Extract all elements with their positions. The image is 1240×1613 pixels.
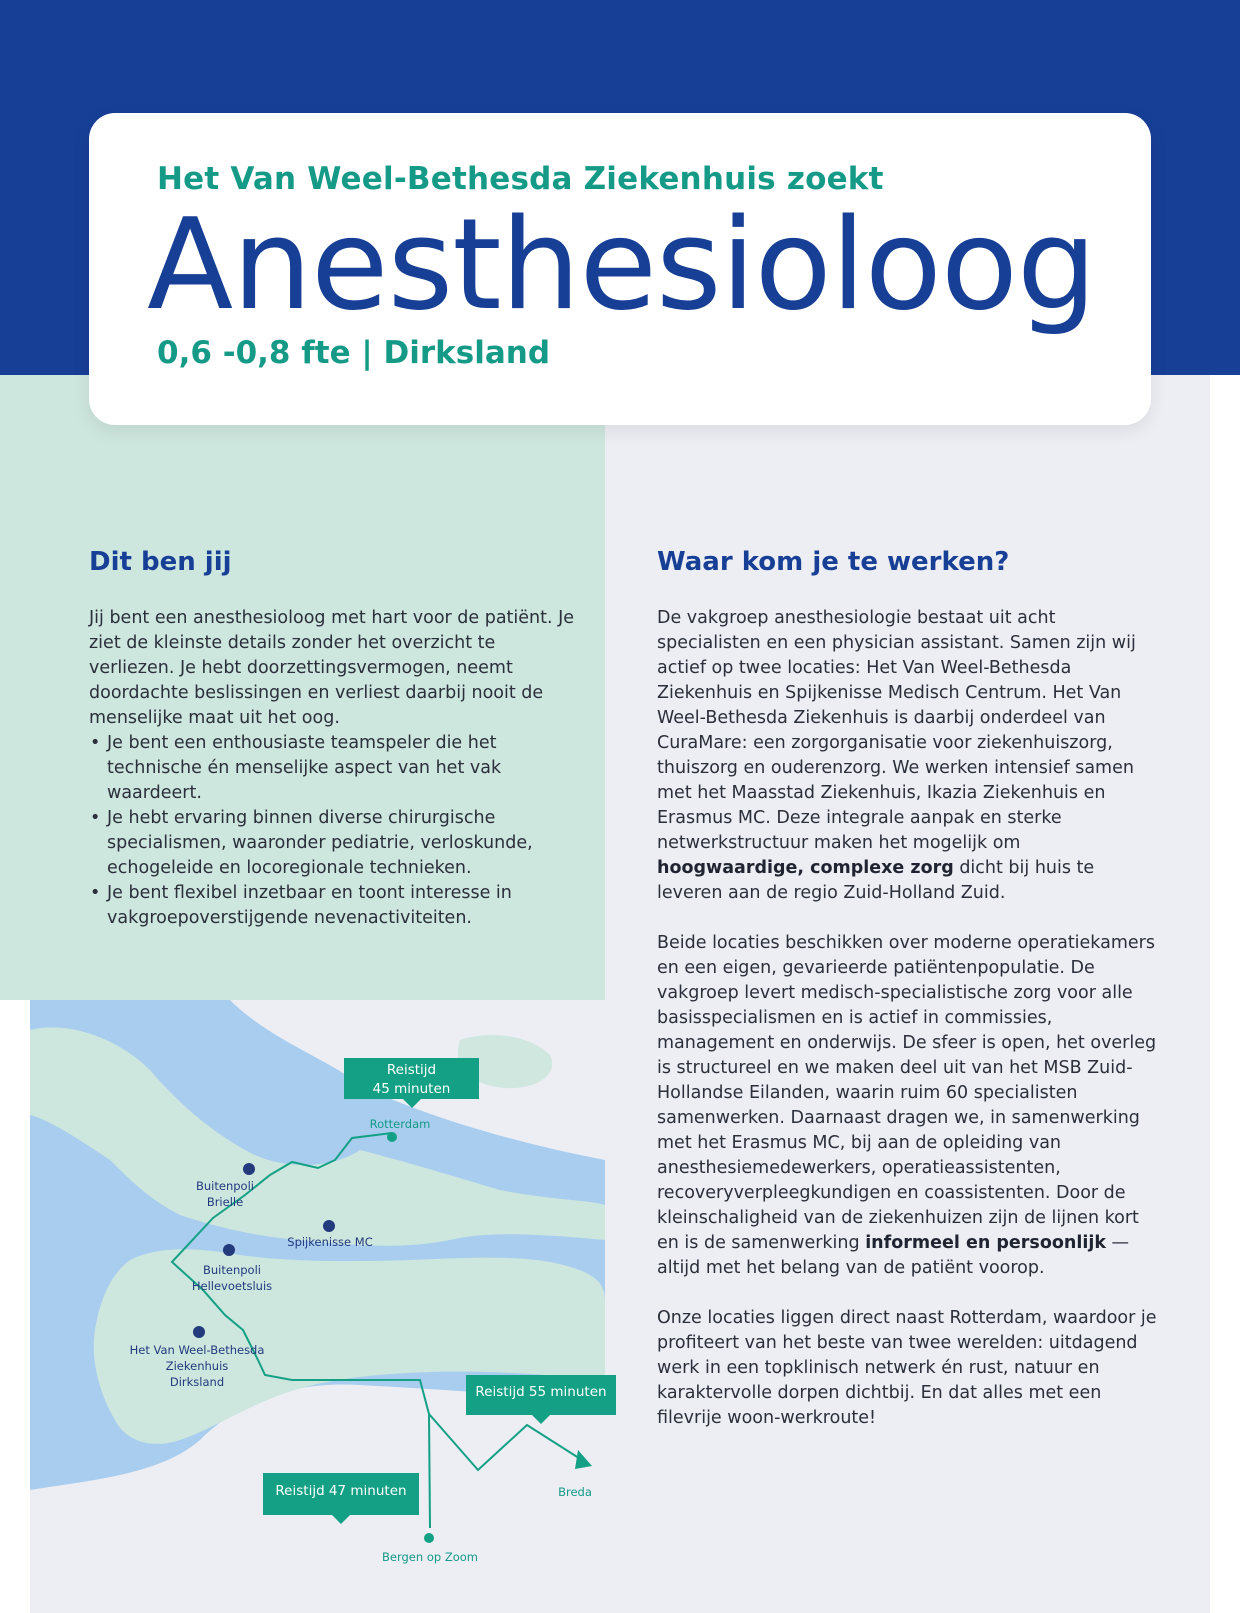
route-bergen	[429, 1414, 430, 1528]
label-hellevoetsluis-line1: Buitenpoli	[203, 1263, 261, 1277]
region-map	[30, 1000, 605, 1613]
paragraph-2-text-a: Beide locaties beschikken over moderne operatiekamers en een eigen, gevarieerde patiëntenpopulatie. De vakgroep levert medisch-specialistische zorg voor alle basisspecialismen en is actief in commissies, management en onderwijs. De sfeer is open, het overleg is structureel en we maken deel uit van het MSB Zuid-Hollandse Eilanden, waarin ruim 60 specialisten samenwerken. Daarnaast dragen we, in samenwerking met het Erasmus MC, bij aan de opleiding van anesthesiemedewerkers, operatieassistenten, recoveryverpleegkundigen en coassistenten. Door de kleinschaligheid van de ziekenhuizen zijn de lijnen kort en is de samenwerking	[657, 933, 1157, 1253]
paragraph-2-text-b: — altijd met het belang van de patiënt voorop.	[657, 1233, 1130, 1278]
list-item: • Je hebt ervaring binnen diverse chirurgische specialismen, waaronder pediatrie, verloskunde, echogeleide en locoregionale technieken.	[89, 806, 579, 881]
badge-breda: Reistijd 55 minuten	[466, 1375, 616, 1415]
paragraph-2	[657, 931, 1157, 1281]
dot-spijkenisse	[323, 1220, 335, 1232]
label-spijkenisse: Spijkenisse MC	[287, 1235, 373, 1249]
section-waar-werken	[657, 606, 1157, 1456]
paragraph-1-text-a: De vakgroep anesthesiologie bestaat uit acht specialisten en een physician assistant. Samen zijn wij actief op twee locaties: Het Van Weel-Bethesda Ziekenhuis en Spijkenisse Medisch Centrum. Het Van Weel-Bethesda Ziekenhuis is daarbij onderdeel van CuraMare: een zorgorganisatie voor ziekenhuiszorg, thuiszorg en ouderenzorg. We werken intensief samen met het Maasstad Ziekenhuis, Ikazia Ziekenhuis en Erasmus MC. Deze integrale aanpak en sterke netwerkstructuur maken het mogelijk om	[657, 608, 1136, 853]
badge-rotterdam	[344, 1058, 479, 1099]
label-dirksland-line3: Dirksland	[169, 1375, 225, 1389]
section-dit-ben-jij	[89, 606, 579, 931]
paragraph-1-emphasis: hoogwaardige, complexe zorg	[657, 858, 954, 878]
dot-brielle	[243, 1163, 255, 1175]
label-dirksland-line1: Het Van Weel-Bethesda	[129, 1343, 265, 1357]
badge-rotterdam-line1: Reistijd	[386, 1062, 437, 1078]
paragraph-1-text-b: dicht bij huis te leveren aan de regio Zuid-Holland Zuid.	[657, 858, 1095, 903]
dot-dirksland	[193, 1326, 205, 1338]
paragraph-1	[657, 606, 1157, 906]
bullet-list	[89, 731, 579, 931]
label-brielle-line2: Brielle	[206, 1195, 244, 1209]
list-item: • Je bent een enthousiaste teamspeler die het technische én menselijke aspect van het vak waardeert.	[89, 731, 579, 806]
paragraph-3: Onze locaties liggen direct naast Rotterdam, waardoor je profiteert van het beste van twee werelden: uitdagend werk in een topklinisch netwerk én rust, natuur en karaktervolle dorpen dichtbij. En dat alles met een filevrije woon-werkroute!	[657, 1308, 1157, 1428]
list-item: • Je bent flexibel inzetbaar en toont interesse in vakgroepoverstijgende nevenactiviteiten.	[89, 881, 579, 931]
page-title: Anesthesioloog	[147, 191, 1096, 338]
label-brielle	[185, 1178, 265, 1210]
header-card	[89, 113, 1151, 425]
label-hellevoetsluis	[182, 1262, 282, 1294]
label-dirksland-line2: Ziekenhuis	[165, 1359, 229, 1373]
header-subtitle: 0,6 -0,8 fte | Dirksland	[157, 335, 551, 371]
label-hellevoetsluis-line2: Hellevoetsluis	[191, 1279, 273, 1293]
dot-hellevoetsluis	[223, 1244, 235, 1256]
paragraph-2-emphasis: informeel en persoonlijk	[865, 1233, 1106, 1253]
label-dirksland	[112, 1342, 282, 1390]
map-graphic	[30, 1000, 605, 1613]
label-bergen: Bergen op Zoom	[382, 1550, 478, 1564]
badge-bergen: Reistijd 47 minuten	[263, 1473, 419, 1515]
label-breda: Breda	[558, 1485, 592, 1499]
header-kicker: Het Van Weel-Bethesda Ziekenhuis zoekt	[157, 161, 884, 197]
intro-paragraph: Jij bent een anesthesioloog met hart voor de patiënt. Je ziet de kleinste details zonder het overzicht te verliezen. Je hebt doorzettingsvermogen, neemt doordachte beslissingen en verliest daarbij nooit de menselijke maat uit het oog.	[89, 608, 575, 728]
label-rotterdam: Rotterdam	[369, 1117, 431, 1131]
section-title-dit-ben-jij: Dit ben jij	[89, 547, 232, 577]
dot-rotterdam	[387, 1132, 397, 1142]
dot-bergen	[424, 1533, 434, 1543]
label-brielle-line1: Buitenpoli	[196, 1179, 254, 1193]
section-title-waar-werken: Waar kom je te werken?	[657, 547, 1010, 577]
badge-rotterdam-line2: 45 minuten	[372, 1081, 451, 1097]
